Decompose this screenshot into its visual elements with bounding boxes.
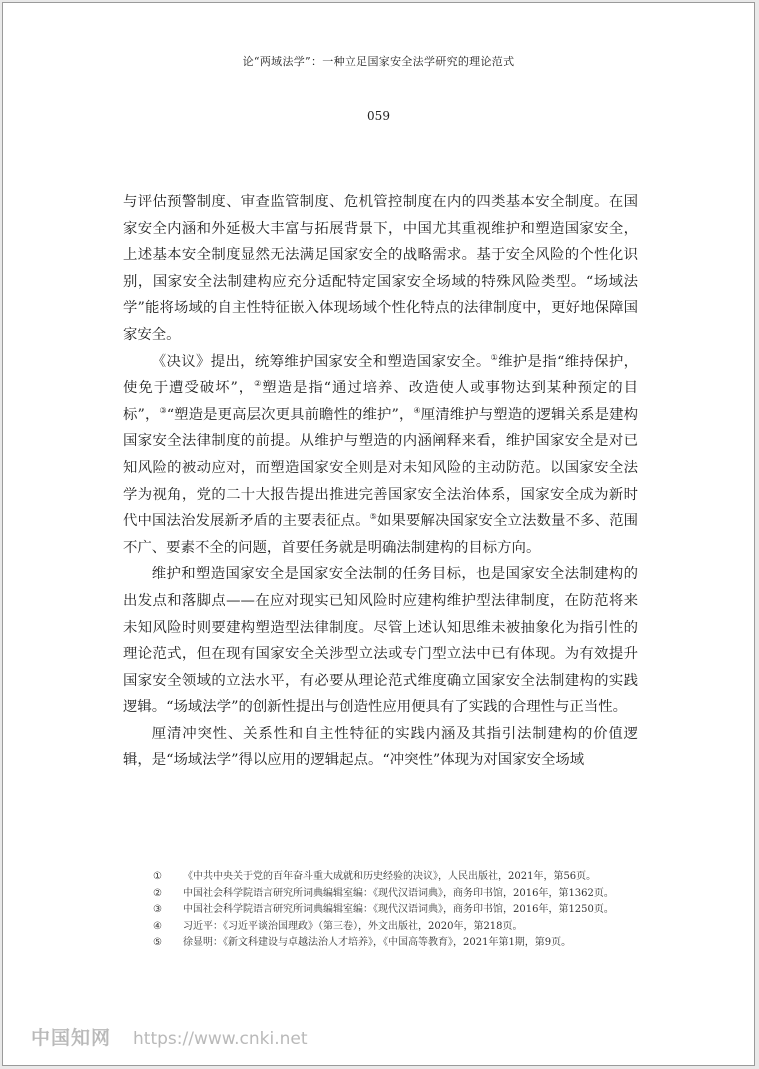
footnote-text: 习近平：《习近平谈治国理政》（第三卷），外文出版社，2020年，第218页。 [183,920,523,932]
footnote-item [153,886,673,903]
paragraph-1: 与评估预警制度、审查监管制度、危机管控制度在内的四类基本安全制度。在国家安全内涵和外延极大丰富与拓展背景下，中国尤其重视维护和塑造国家安全，上述基本安全制度显然无法满足国家安全的战略需求。基于安全风险的个性化识别，国家安全法制建构应充分适配特定国家安全场域的特殊风险类型。“场域法学”能将场域的自主性特征嵌入体现场域个性化特点的法律制度中，更好地保障国家安全。 [123,194,638,343]
page-number: 059 [367,109,390,123]
paragraph-2-text-6: 如果要解决国家安全立法数量不多、范围不广、要素不全的问题，首要任务就是明确法制建构的目标方向。 [123,513,638,556]
footnote-text: 《中共中央关于党的百年奋斗重大成就和历史经验的决议》，人民出版社，2021年，第56页。 [183,871,597,882]
footnote-item [153,919,673,936]
footnote-ref-1[interactable]: ① [490,352,499,362]
footnote-ref-5[interactable]: ⑤ [369,512,377,522]
paragraph-4: 厘清冲突性、关系性和自主性特征的实践内涵及其指引法制建构的价值逻辑，是“场域法学”得以应用的逻辑起点。“冲突性”体现为对国家安全场域 [123,725,638,769]
footnote-mark: ⑤ [153,937,162,949]
cnki-url: https://www.cnki.net [133,1029,308,1049]
running-title: 论“两域法学”：一种立足国家安全法学研究的理论范式 [242,55,515,68]
paragraph-2-text-4: “塑造是更高层次更具前瞻性的维护”， [166,406,414,423]
paragraph-2-text-1: 《决议》提出，统筹维护国家安全和塑造国家安全。 [151,353,491,370]
paragraph-2-text-5: 厘清维护与塑造的逻辑关系是建构国家安全法律制度的前提。从维护与塑造的内涵阐释来看，维护国家安全是对已知风险的被动应对，而塑造国家安全则是对未知风险的主动防范。以国家安全法学为视角，党的二十大报告提出推进完善国家安全法治体系，国家安全成为新时代中国法治发展新矛盾的主要表征点。 [123,406,639,530]
paragraph-2 [123,349,638,562]
footnote-text: 徐显明：《新文科建设与卓越法治人才培养》，《中国高等教育》，2021年第1期，第9页。 [183,937,572,949]
footnote-item [153,935,673,952]
footnotes [153,869,673,952]
footnote-ref-2[interactable]: ② [254,379,263,389]
journal-page [2,2,755,1066]
footnote-mark: ② [153,887,162,899]
footnote-ref-3[interactable]: ③ [159,405,167,415]
cnki-watermark [31,1023,308,1050]
footnote-mark: ① [153,871,162,882]
footnote-mark: ③ [153,904,162,916]
footnote-item [153,869,673,886]
footnote-item [153,902,673,919]
body-text [123,189,638,774]
footnote-text: 中国社会科学院语言研究所词典编辑室编：《现代汉语词典》，商务印书馆，2016年，第1362页。 [183,887,614,899]
paragraph-3: 维护和塑造国家安全是国家安全法制的任务目标，也是国家安全法制建构的出发点和落脚点——在应对现实已知风险时应建构维护型法律制度，在防范将来未知风险时则要建构塑造型法律制度。尽管上述认知思维未被抽象化为指引性的理论范式，但在现有国家安全关涉型立法或专门型立法中已有体现。为有效提升国家安全领域的立法水平，有必要从理论范式维度确立国家安全法制建构的实践逻辑。“场域法学”的创新性提出与创造性应用便具有了实践的合理性与正当性。 [123,566,638,716]
paragraph-2-text-2: 维护是指“维持保护，使免于遭受破坏”， [123,353,638,397]
footnote-mark: ④ [153,920,162,932]
footnote-ref-4[interactable]: ④ [413,405,421,415]
cnki-logo: 中国知网 [31,1027,112,1049]
paragraph-2-text-3: 塑造是指“通过培养、改造使人或事物达到某种预定的目标”， [123,380,639,423]
footnote-text: 中国社会科学院语言研究所词典编辑室编：《现代汉语词典》，商务印书馆，2016年，第1250页。 [183,904,614,916]
